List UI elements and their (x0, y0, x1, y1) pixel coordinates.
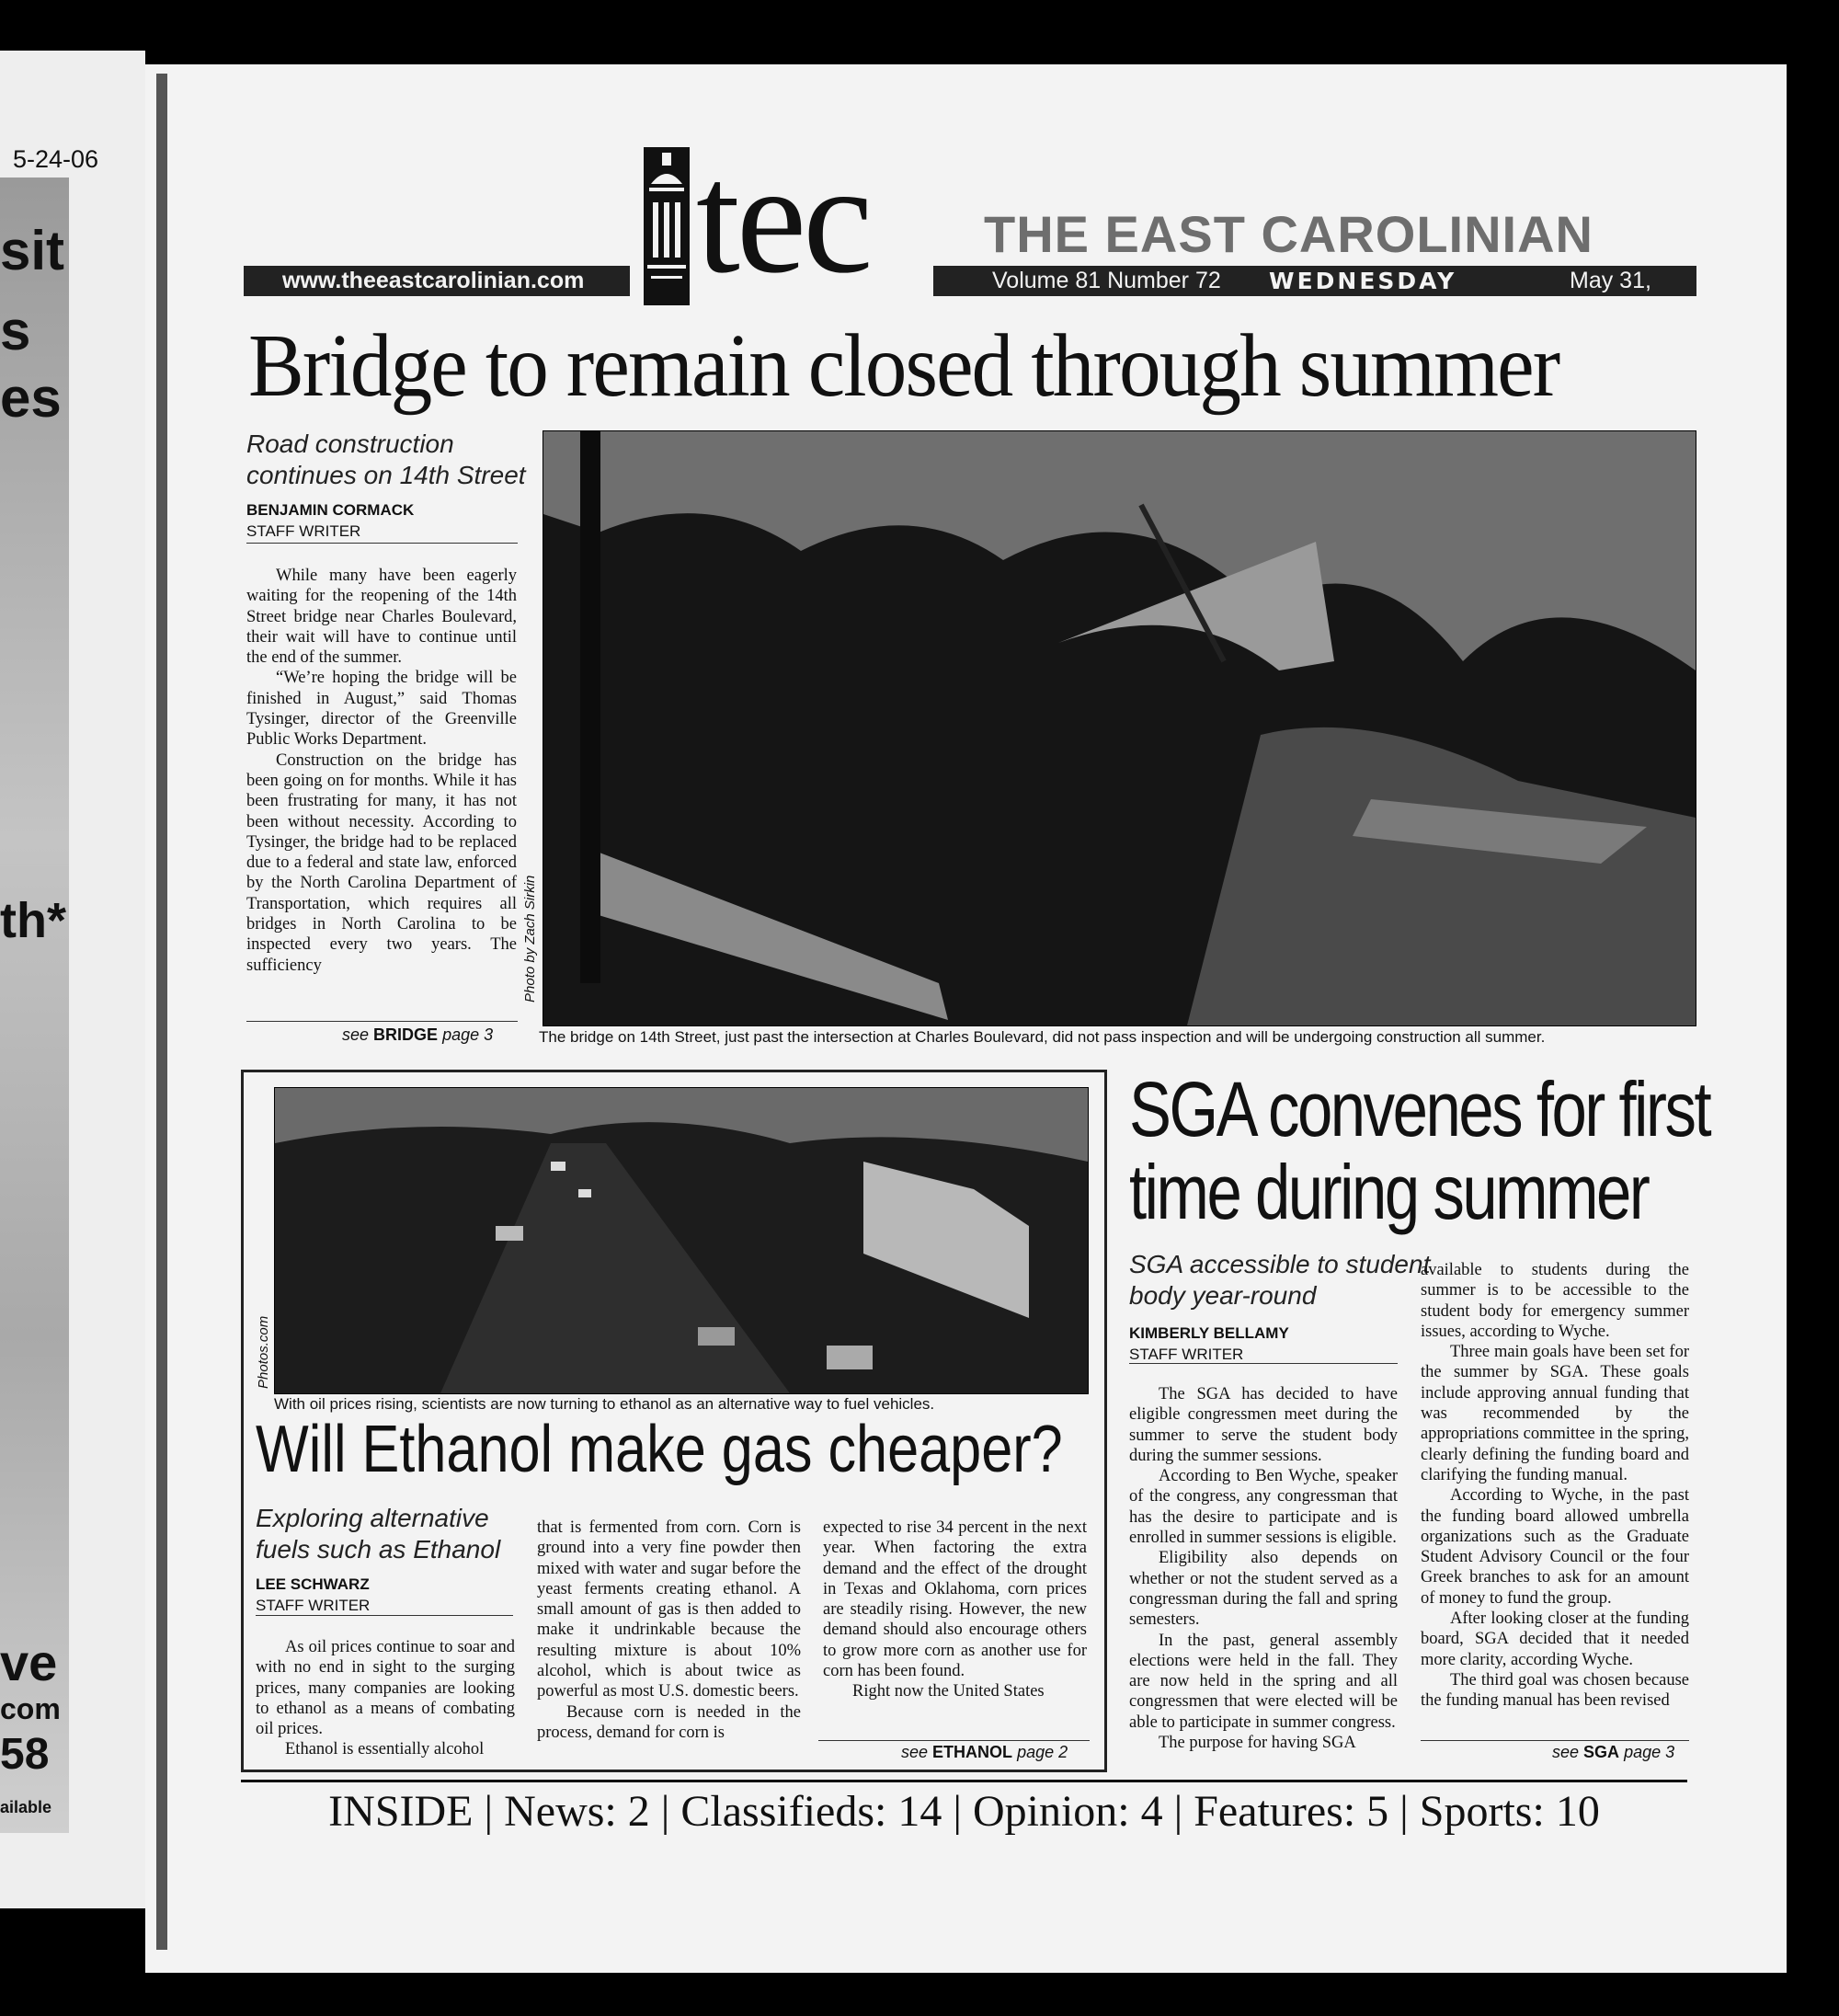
traffic-photo-image (275, 1088, 1088, 1393)
ethanol-col3 (823, 1518, 1087, 1702)
previous-page-fragment: sit (0, 220, 65, 281)
paragraph: According to Wyche, in the past the funding board allowed umbrella organizations such as the Graduate Student Advisory Council or the four Greek branches to ask for an amount of money to fund the group. (1421, 1486, 1689, 1608)
inside-rule (241, 1780, 1687, 1782)
bridge-byline-role: STAFF WRITER (246, 522, 361, 540)
previous-page-fragment: com (0, 1692, 61, 1725)
jump-word: ETHANOL (932, 1743, 1013, 1761)
bridge-photo-credit: Photo by Zach Sirkin (522, 875, 538, 1002)
website-url[interactable]: www.theeastcarolinian.com (244, 266, 630, 296)
paragraph: After looking closer at the funding board, SGA decided that it needed more clarity, according Wyche. (1421, 1609, 1689, 1669)
previous-page-fragment: es (0, 367, 62, 429)
paragraph: The third goal was chosen because the funding manual has been revised (1421, 1670, 1689, 1711)
cupola-logo-icon (634, 147, 699, 305)
ethanol-headline: Will Ethanol make gas cheaper? (256, 1413, 1063, 1486)
sga-byline-name: KIMBERLY BELLAMY (1129, 1324, 1289, 1342)
sga-headline-line1: SGA convenes for first (1129, 1066, 1710, 1152)
jump-see: see (901, 1743, 929, 1761)
jump-page: page 2 (1017, 1743, 1068, 1761)
previous-page-fragment: s (0, 300, 31, 361)
tec-logo: tec (696, 132, 870, 306)
sga-col1 (1129, 1384, 1398, 1753)
bridge-photo-image (543, 431, 1696, 1025)
volume-number: Volume 81 Number 72 (992, 268, 1221, 293)
bridge-deck-line: Road construction (246, 430, 454, 458)
paragraph: Right now the United States (852, 1682, 1045, 1701)
sga-deck (1129, 1249, 1430, 1312)
issue-bar (933, 266, 1696, 324)
paragraph: The purpose for having SGA (1159, 1734, 1356, 1753)
ethanol-col2 (537, 1518, 801, 1743)
sga-deck-line: body year-round (1129, 1281, 1317, 1310)
traffic-photo-credit: Photos.com (256, 1315, 271, 1389)
sga-col2 (1421, 1260, 1689, 1712)
jump-word: BRIDGE (373, 1025, 439, 1044)
previous-page-date: 5-24-06 (13, 145, 99, 173)
ethanol-deck-line: Exploring alternative (256, 1504, 489, 1532)
jump-see: see (1552, 1743, 1580, 1761)
jump-rule (246, 1021, 518, 1022)
paragraph: The SGA has decided to have eligible congressmen meet during the summer to serve the student body during the summer sessions. (1129, 1385, 1398, 1465)
jump-see: see (342, 1025, 370, 1044)
highway-traffic-photo (274, 1087, 1089, 1394)
page-fold-shadow (156, 74, 167, 1950)
paragraph: Three main goals have been set for the summer by SGA. These goals include approving annual funding that was recommended by the appropriations committee in the spring, clearly defining the funding board and clarifying the funding manual. (1421, 1343, 1689, 1484)
previous-page-fragment: ailable (0, 1798, 52, 1816)
ethanol-deck (256, 1503, 500, 1565)
paragraph: Construction on the bridge has been going on for months. While it has been frustrating for many, it has not been without necessity. According to Tysinger, the bridge had to be replaced due to a federal and state law, enforced by the North Carolina Department of Transportation, which requires all bridges in North Carolina to be inspected every two years. The sufficiency (246, 750, 517, 975)
previous-page-fragment: th* (0, 893, 66, 948)
paragraph: Eligibility also depends on whether or not the student served as a congressman during the fall and spring semesters. (1129, 1549, 1398, 1630)
sga-jump[interactable] (1552, 1743, 1674, 1762)
jump-rule (1421, 1740, 1689, 1741)
jump-rule (818, 1740, 1090, 1741)
ethanol-byline-name: LEE SCHWARZ (256, 1575, 370, 1593)
sga-byline-role: STAFF WRITER (1129, 1346, 1244, 1363)
bridge-jump[interactable] (342, 1025, 493, 1045)
paragraph: that is fermented from corn. Corn is ground into a very fine powder then mixed with water and sugar before the yeast ferments creating ethanol. A small amount of gas is then added to make it undrinkable because the resulting mixture is about 10% alcohol, which is about twice as powerful as most U.S. domestic beers. (537, 1518, 801, 1701)
paragraph: According to Ben Wyche, speaker of the congress, any congressman that has the desire to participate and is enrolled in summer sessions is eligible. (1129, 1467, 1398, 1548)
sga-headline-line2: time during summer (1129, 1149, 1649, 1235)
byline-rule (256, 1615, 513, 1616)
paragraph: expected to rise 34 percent in the next year. When factoring the extra demand and the effect of the drought in Texas and Oklahoma, corn prices are steadily rising. However, the new demand should also encourage others to grow more corn as another use for corn has been found. (823, 1518, 1087, 1681)
ethanol-deck-line: fuels such as Ethanol (256, 1535, 501, 1564)
ethanol-byline-role: STAFF WRITER (256, 1597, 371, 1614)
paragraph: Because corn is needed in the process, demand for corn is (537, 1702, 801, 1742)
jump-page: page 3 (1624, 1743, 1675, 1761)
paper-name: THE EAST CAROLINIAN (984, 205, 1593, 263)
paragraph: As oil prices continue to soar and with no end in sight to the surging prices, many companies are looking to ethanol as a means of combating oil prices. (256, 1638, 515, 1739)
bridge-byline-name: BENJAMIN CORMACK (246, 501, 415, 519)
paragraph: While many have been eagerly waiting for the reopening of the 14th Street bridge near Charles Boulevard, their wait will have to continue until the end of the summer. (246, 567, 517, 668)
issue-date: May 31, 2006 (1570, 268, 1651, 324)
bridge-deck-line: continues on 14th Street (246, 461, 526, 489)
ethanol-jump[interactable] (901, 1743, 1068, 1762)
byline-rule (246, 543, 518, 544)
previous-page-fragment: 58 (0, 1730, 50, 1779)
paragraph: In the past, general assembly elections were held in the fall. They are now held in the spring and all congressmen that were elected will be able to participate in summer congress. (1129, 1631, 1398, 1732)
bridge-body (246, 566, 517, 976)
bridge-construction-photo (543, 430, 1696, 1026)
ethanol-col1 (256, 1637, 515, 1760)
byline-rule (1129, 1363, 1398, 1364)
paragraph: available to students during the summer is to be accessible to the student body for emergency summer issues, according to Wyche. (1421, 1261, 1689, 1341)
jump-page: page 3 (442, 1025, 494, 1044)
bridge-headline: Bridge to remain closed through summer (248, 316, 1559, 416)
traffic-photo-caption: With oil prices rising, scientists are now turning to ethanol as an alternative way to fuel vehicles. (274, 1395, 935, 1413)
bridge-deck (246, 429, 526, 491)
paragraph: Ethanol is essentially alcohol (285, 1740, 485, 1759)
jump-word: SGA (1583, 1743, 1620, 1761)
paragraph: “We’re hoping the bridge will be finished in August,” said Thomas Tysinger, director of the Greenville Public Works Department. (246, 669, 517, 750)
weekday: WEDNESDAY (1269, 268, 1457, 294)
sga-deck-line: SGA accessible to student (1129, 1250, 1431, 1278)
previous-page-fragment: ve (0, 1633, 58, 1691)
inside-index[interactable]: INSIDE | News: 2 | Classifieds: 14 | Opinion: 4 | Features: 5 | Sports: 10 (328, 1787, 1600, 1836)
bridge-photo-caption: The bridge on 14th Street, just past the intersection at Charles Boulevard, did not pass inspection and will be undergoing construction all summer. (539, 1028, 1546, 1046)
